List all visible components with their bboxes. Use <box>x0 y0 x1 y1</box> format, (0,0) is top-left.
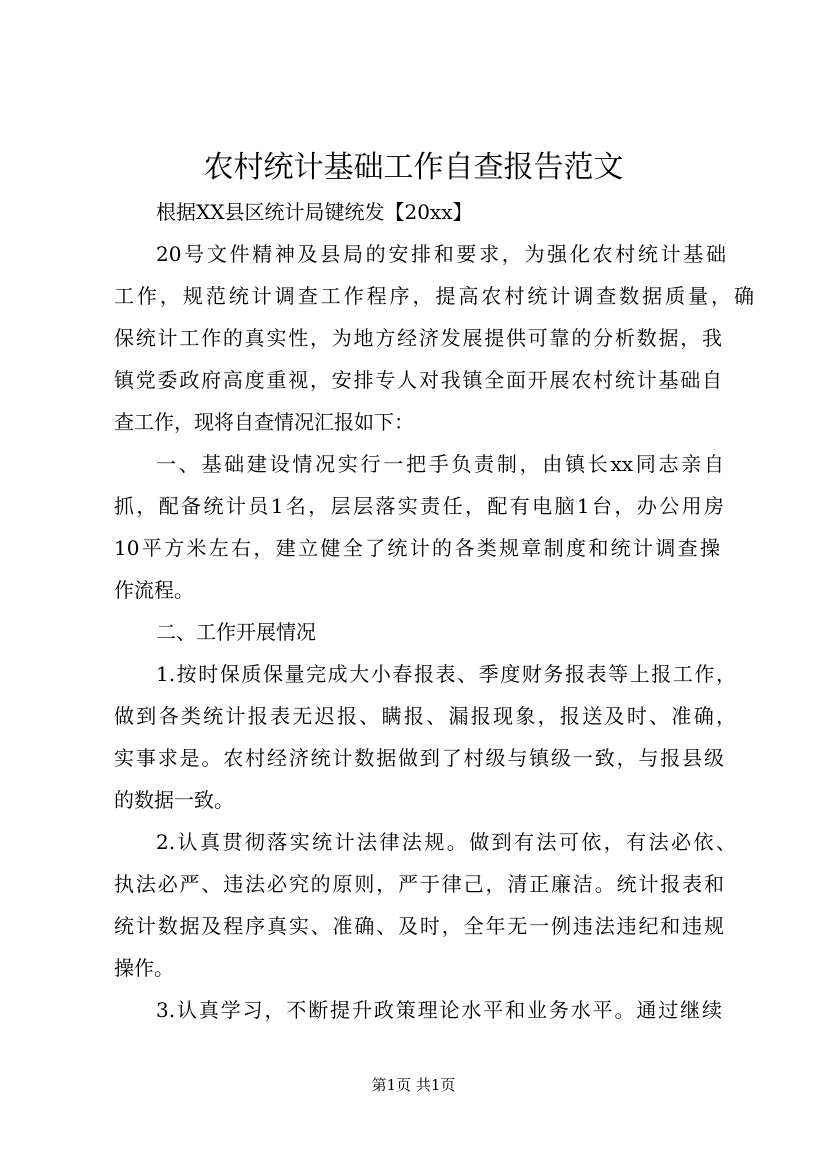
page-title: 农村统计基础工作自查报告范文 <box>203 150 624 185</box>
paragraph-line: 执法必严、违法必究的原则，严于律己，清正廉洁。统计报表和 <box>114 872 724 896</box>
section-heading: 二、工作开展情况 <box>156 620 316 644</box>
paragraph-line: 一、基础建设情况实行一把手负责制，由镇长xx同志亲自 <box>156 452 724 476</box>
paragraph-line: 2.认真贯彻落实统计法律法规。做到有法可依，有法必依、 <box>156 830 736 854</box>
paragraph-line: 镇党委政府高度重视，安排专人对我镇全面开展农村统计基础自 <box>114 368 722 392</box>
paragraph-line: 根据XX县区统计局键统发【20xx】 <box>156 200 473 224</box>
paragraph-line: 作流程。 <box>114 578 194 602</box>
paragraph-line: 工作，规范统计调查工作程序，提高农村统计调查数据质量，确 <box>114 284 754 308</box>
paragraph-line: 保统计工作的真实性，为地方经济发展提供可靠的分析数据，我 <box>114 326 722 350</box>
paragraph-line: 抓，配备统计员1名，层层落实责任，配有电脑1台，办公用房 <box>114 494 724 518</box>
paragraph-line: 查工作，现将自查情况汇报如下： <box>114 410 414 434</box>
paragraph-line: 做到各类统计报表无迟报、瞒报、漏报现象，报送及时、准确， <box>114 704 736 728</box>
paragraph-line: 3.认真学习，不断提升政策理论水平和业务水平。通过继续 <box>156 998 722 1022</box>
paragraph-line: 实事求是。农村经济统计数据做到了村级与镇级一致，与报县级 <box>114 746 724 770</box>
paragraph-line: 的数据一致。 <box>114 788 234 812</box>
paragraph-line: 10平方米左右，建立健全了统计的各类规章制度和统计调查操 <box>114 536 720 560</box>
paragraph-line: 操作。 <box>114 956 174 980</box>
page-footer: 第1页 共1页 <box>371 1076 456 1094</box>
paragraph-line: 统计数据及程序真实、准确、及时，全年无一例违法违纪和违规 <box>114 914 724 938</box>
paragraph-line: 1.按时保质保量完成大小春报表、季度财务报表等上报工作， <box>156 662 736 686</box>
paragraph-line: 20号文件精神及县局的安排和要求，为强化农村统计基础 <box>156 242 726 266</box>
